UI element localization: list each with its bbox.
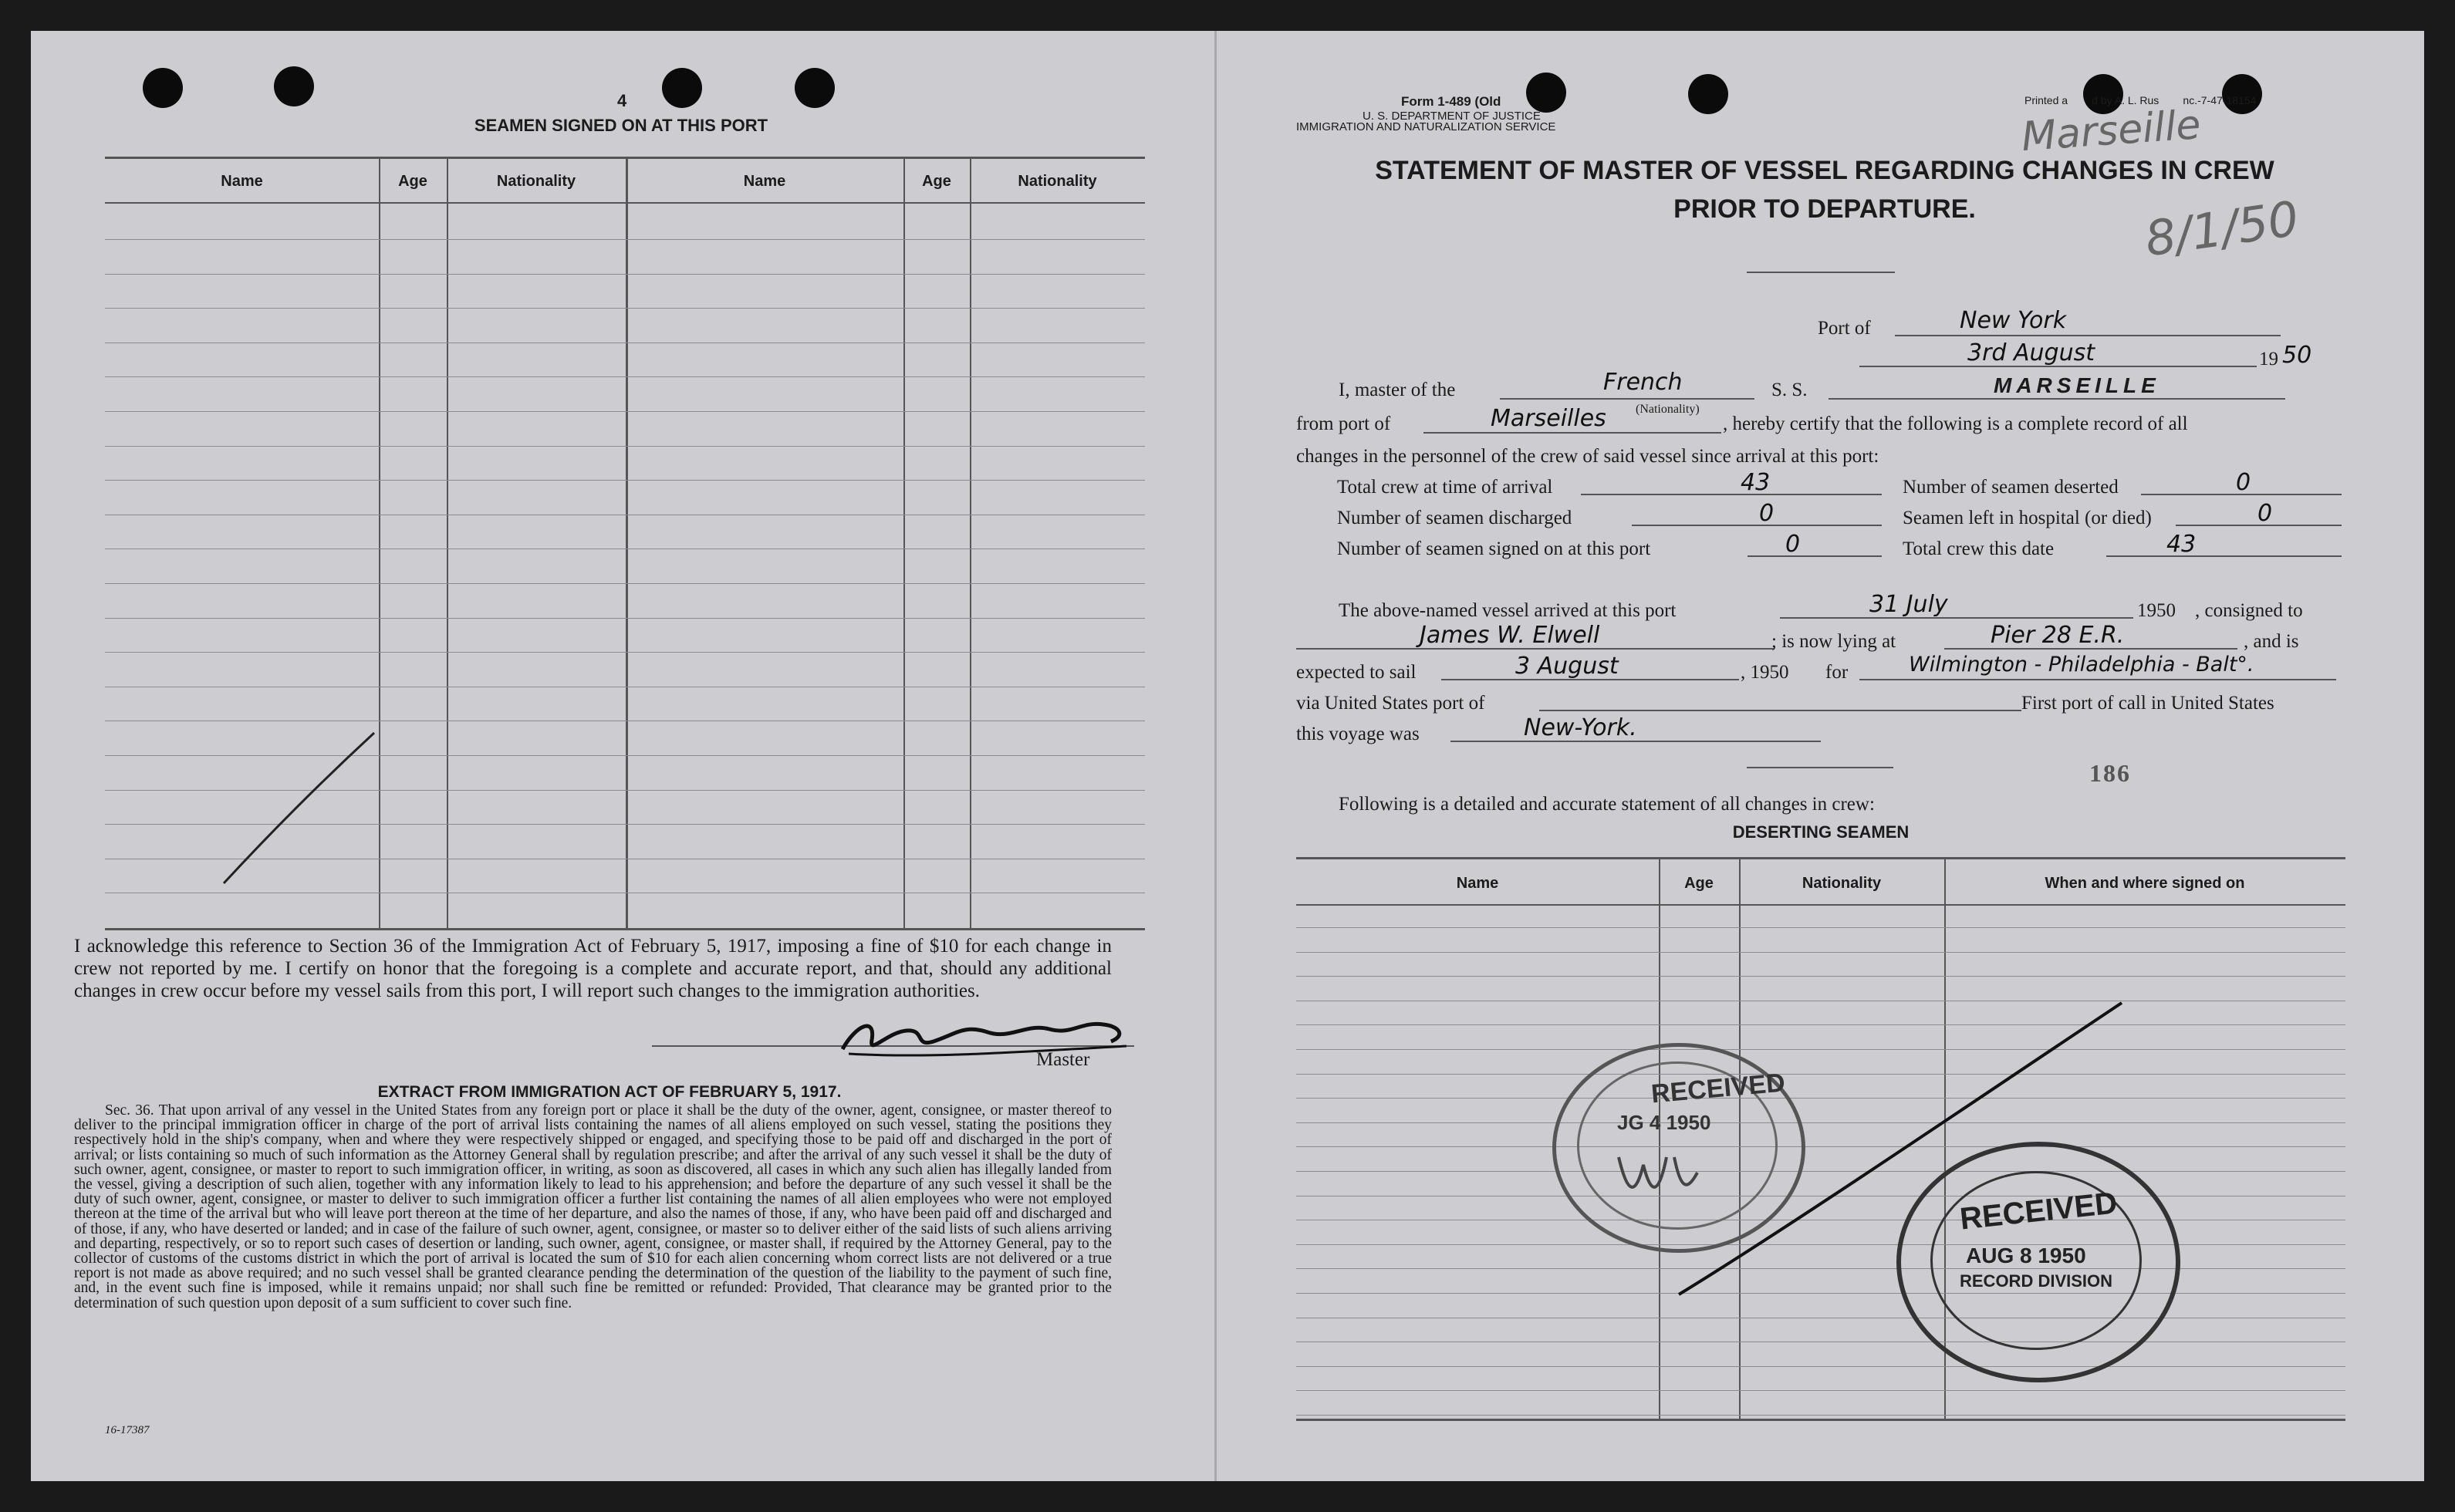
certify-text: , hereby certify that the following is a complete record of all bbox=[1723, 413, 2188, 434]
hospital-label: Seamen left in hospital (or died) bbox=[1903, 508, 2152, 528]
table-row bbox=[1296, 952, 2345, 953]
nationality-value: French bbox=[1603, 369, 1683, 396]
handwritten-marseille: Marseille bbox=[2020, 101, 2203, 161]
seamen-signed-heading: SEAMEN SIGNED ON AT THIS PORT bbox=[474, 116, 768, 135]
from-port-value: Marseilles bbox=[1491, 405, 1606, 432]
for-label: for bbox=[1825, 662, 1849, 683]
nationality-caption: (Nationality) bbox=[1636, 403, 1700, 416]
printer-info: Printed a d by A. L. Rus nc.-7-47-18154 bbox=[2024, 94, 2257, 106]
form-title-2: PRIOR TO DEPARTURE. bbox=[1673, 194, 1976, 224]
department: U. S. DEPARTMENT OF JUSTICE bbox=[1363, 110, 1541, 123]
master-label: I, master of the bbox=[1339, 380, 1456, 400]
year-written: 50 bbox=[2282, 342, 2312, 369]
stamp-division-2: RECORD DIVISION bbox=[1960, 1271, 2113, 1291]
extract-title: EXTRACT FROM IMMIGRATION ACT OF FEBRUARY 5, 1917. bbox=[377, 1083, 842, 1101]
total-crew-arrival: 43 bbox=[1741, 469, 1771, 496]
col-when-where: When and where signed on bbox=[2045, 875, 2245, 892]
arrived-value: 31 July bbox=[1869, 591, 1948, 618]
col-age: Age bbox=[922, 173, 951, 190]
hospital-value: 0 bbox=[2257, 500, 2273, 527]
stamp-date-1: JG 4 1950 bbox=[1617, 1111, 1711, 1134]
col-name: Name bbox=[1456, 875, 1499, 892]
lying-label: ; is now lying at bbox=[1771, 631, 1896, 652]
from-port-label: from port of bbox=[1296, 413, 1391, 434]
ss-label: S. S. bbox=[1771, 380, 1808, 400]
first-port-label: First port of call in United States bbox=[2021, 693, 2274, 714]
voyage-label: this voyage was bbox=[1296, 724, 1420, 744]
col-nationality: Nationality bbox=[1018, 173, 1097, 190]
col-name: Name bbox=[743, 173, 786, 190]
expected-value: 3 August bbox=[1515, 653, 1619, 680]
stamp-initials bbox=[1612, 1142, 1705, 1203]
port-label: Port of bbox=[1818, 318, 1871, 339]
col-age: Age bbox=[1684, 875, 1714, 892]
table-row bbox=[1296, 1366, 2345, 1367]
consigned-label: , consigned to bbox=[2195, 600, 2303, 621]
discharged-label: Number of seamen discharged bbox=[1337, 508, 1572, 528]
vessel-value: MARSEILLE bbox=[1994, 373, 2160, 397]
signature-label: Master bbox=[1036, 1049, 1090, 1070]
discharged-value: 0 bbox=[1759, 500, 1775, 527]
port-value: New York bbox=[1960, 307, 2067, 334]
stamp-received-1: RECEIVED bbox=[1650, 1068, 1787, 1109]
form-title-1: STATEMENT OF MASTER OF VESSEL REGARDING CHANGES IN CREW bbox=[1375, 156, 2274, 185]
total-crew-date-label: Total crew this date bbox=[1903, 538, 2055, 559]
extract-text: Sec. 36. That upon arrival of any vessel in the United States from any foreign port or place it shall be the duty of the owner, agent, consignee, or master thereof to deliver to the principal immigration officer in charge of the port of arrival lists containing the names of all aliens employed on such vessel, stating the positions they respectively hold in the ship's company, when and where they were respectively shipped or engaged, and specifying those to be paid off and discharged in the port of arrival; or lists containing so much of such information as the Attorney General shall by regulation prescribe; and after the arrival of any such vessel it shall be the duty of such owner, agent, consignee, or master to report to such immigration officer, in writing, as soon as discovered, all cases in which any such alien has illegally landed from the vessel, giving a description of such alien, together with any information likely to lead to his apprehension; and before the departure of any such vessel it shall be the duty of such owner, agent, consignee, or master to deliver to such immigration officer a further list containing the names of all alien employees who were not employed thereon at the time of the arrival but who will leave port thereon at the time of her departure, and also the names of those, if any, who have been paid off and discharged and of those, if any, who have deserted or landed; and in case of the failure of such owner, agent, consignee, or master so to deliver either of the said lists of such aliens arriving and departing, respectively, or so to report such cases of desertion or landing, such owner, agent, consignee, or master shall, if required by the Attorney General, pay to the collector of customs of the customs district in which the port of arrival is located the sum of $10 for each alien concerning whom correct lists are not delivered or a true report is not made as above required; and no such vessel shall be granted clearance pending the determination of the question of the liability to the payment of such fine, and, in the event such fine is imposed, while it remains unpaid; nor shall such fine be remitted or refunded: Provided, That clearance may be granted prior to the determination of such question upon deposit of a sum sufficient to cover such fine. bbox=[74, 1102, 1112, 1311]
handwritten-date: 8/1/50 bbox=[2141, 190, 2302, 268]
stamped-number: 186 bbox=[2089, 759, 2131, 787]
col-nationality: Nationality bbox=[1802, 875, 1882, 892]
signed-on-label: Number of seamen signed on at this port bbox=[1337, 538, 1651, 559]
deserted-value: 0 bbox=[2236, 469, 2251, 496]
table-row bbox=[1296, 927, 2345, 928]
changes-text: changes in the personnel of the crew of said vessel since arrival at this port: bbox=[1296, 446, 1879, 467]
deserting-heading: DESERTING SEAMEN bbox=[1732, 822, 1910, 842]
deserted-label: Number of seamen deserted bbox=[1903, 477, 2119, 498]
via-label: via United States port of bbox=[1296, 693, 1485, 714]
stamp-received-2: RECEIVED bbox=[1958, 1186, 2119, 1237]
arrived-label: The above-named vessel arrived at this port bbox=[1339, 600, 1677, 621]
col-nationality: Nationality bbox=[496, 173, 576, 190]
form-number: Form 1-489 (Old bbox=[1401, 94, 1501, 109]
and-is-label: , and is bbox=[2244, 631, 2299, 652]
voyage-value: New-York. bbox=[1524, 714, 1637, 741]
col-name: Name bbox=[221, 173, 263, 190]
total-crew-date: 43 bbox=[2166, 531, 2197, 558]
date-value: 3rd August bbox=[1967, 339, 2095, 366]
total-crew-arrival-label: Total crew at time of arrival bbox=[1337, 477, 1553, 498]
year-printed: 19 bbox=[2259, 349, 2278, 370]
following-text: Following is a detailed and accurate statement of all changes in crew: bbox=[1339, 794, 1875, 815]
destination-value: Wilmington - Philadelphia - Balt°. bbox=[1909, 653, 2254, 677]
table-row bbox=[1296, 976, 2345, 977]
consignee-value: James W. Elwell bbox=[1420, 622, 1600, 649]
lying-value: Pier 28 E.R. bbox=[1991, 622, 2125, 649]
expected-year: , 1950 bbox=[1741, 662, 1789, 683]
expected-label: expected to sail bbox=[1296, 662, 1417, 683]
table-row bbox=[1296, 1390, 2345, 1391]
signed-on-value: 0 bbox=[1785, 531, 1801, 558]
stamp-date-2: AUG 8 1950 bbox=[1966, 1244, 2086, 1267]
page-number: 4 bbox=[617, 91, 627, 110]
arrived-year: 1950 bbox=[2137, 600, 2176, 621]
table-row bbox=[1296, 1415, 2345, 1416]
form-code: 16-17387 bbox=[105, 1424, 150, 1436]
col-age: Age bbox=[398, 173, 427, 190]
certification-text: I acknowledge this reference to Section 36 of the Immigration Act of February 5, 1917, imposing a fine of $10 for each change in crew not reported by me. I certify on honor that the foregoing is a complete and accurate report, and that, should any additional changes in crew occur before my vessel sails from this port, I will report such changes to the immigration authorities. bbox=[74, 936, 1112, 1001]
service: IMMIGRATION AND NATURALIZATION SERVICE bbox=[1296, 120, 1556, 133]
